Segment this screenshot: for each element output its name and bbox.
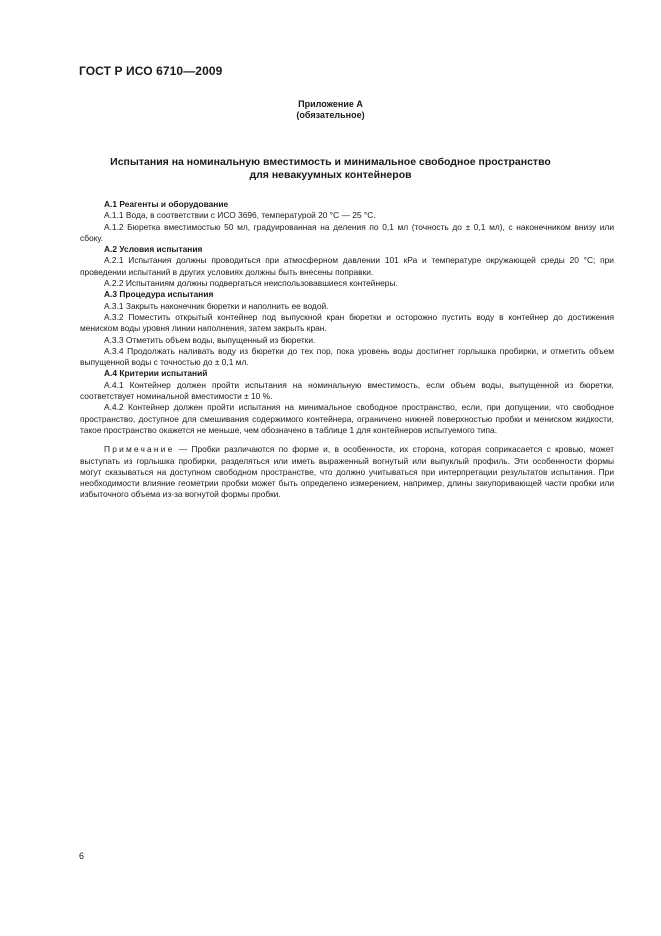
paragraph-a3-3: А.3.3 Отметить объем воды, выпущенный из бюретки. [104, 334, 316, 345]
document-header: ГОСТ Р ИСО 6710—2009 [79, 64, 223, 78]
document-body [80, 199, 614, 501]
annex-title [0, 156, 661, 182]
section-heading-a2: А.2 Условия испытания [104, 244, 203, 255]
annex-status: (обязательное) [296, 110, 365, 120]
note-label: Примечание [104, 444, 175, 455]
note-paragraph [80, 444, 614, 500]
paragraph-a4-2: А.4.2 Контейнер должен пройти испытания на минимальное свободное пространство, если, при допущении, что свободное пространство, доступное для смешивания содержимого контейнера, ограничено нижней поверхностью пробки и мениском жидкости, такое пространство окажется не меньше, чем обозначено в таблице 1 для контейнеров испытуемого типа. [80, 402, 614, 435]
section-heading-a1: А.1 Реагенты и оборудование [104, 199, 229, 209]
paragraph-a1-1: А.1.1 Вода, в соответствии с ИСО 3696, температурой 20 °С — 25 °С. [104, 210, 376, 221]
paragraph-a3-2: А.3.2 Поместить открытый контейнер под выпускной кран бюретки и осторожно пустить воду в контейнер до достижения мениском воды уровня линии наполнения, затем закрыть кран. [80, 311, 614, 334]
paragraph-a2-1: А.2.1 Испытания должны проводиться при атмосферном давлении 101 кРа и температуре окружающей среды 20 °С; при проведении испытаний в других условиях должны быть внесены поправки. [80, 255, 614, 277]
paragraph-a3-4: А.3.4 Продолжать наливать воду из бюретки до тех пор, пока уровень воды достигнет горлышка пробирки, и отметить объем выпущенной воды с точностью до ± 0,1 мл. [80, 345, 614, 368]
paragraph-a3-1: А.3.1 Закрыть наконечник бюретки и наполнить ее водой. [104, 300, 329, 311]
annex-label: Приложение А [298, 99, 363, 109]
note-text: — Пробки различаются по форме и, в особенности, их сторона, которая соприкасается с кровью, может выступать из горлышка пробирки, разделяться или иметь выраженный вогнутый или выпуклый профиль. Эти особенности формы могут сказываться на доступном свободном пространстве, что должно учитываться при интерпретации результатов испытания. При необходимости влияние геометрии пробки может быть определено измерением, например, длины закупоривающей части пробки или избыточного объема из-за вогнутой формы пробки. [80, 444, 614, 500]
paragraph-a2-2: А.2.2 Испытаниям должны подвергаться неиспользовавшиеся контейнеры. [104, 278, 398, 289]
annex-title-line-1: Испытания на номинальную вместимость и минимальное свободное пространство [110, 156, 551, 168]
page-number: 6 [79, 851, 85, 861]
annex-title-line-2: для невакуумных контейнеров [249, 169, 412, 181]
section-heading-a4: А.4 Критерии испытаний [104, 368, 208, 379]
section-heading-a3: А.3 Процедура испытания [104, 289, 214, 300]
paragraph-a1-2: А.1.2 Бюретка вместимостью 50 мл, градуированная на деления по 0,1 мл (точность до ± 0,1 мл), с наконечником внизу или сбоку. [80, 221, 614, 243]
paragraph-a4-1: А.4.1 Контейнер должен пройти испытания на номинальную вместимость, если объем воды, выпущенной из бюретки, соответствует номинальной вместимости ± 10 %. [80, 379, 614, 402]
